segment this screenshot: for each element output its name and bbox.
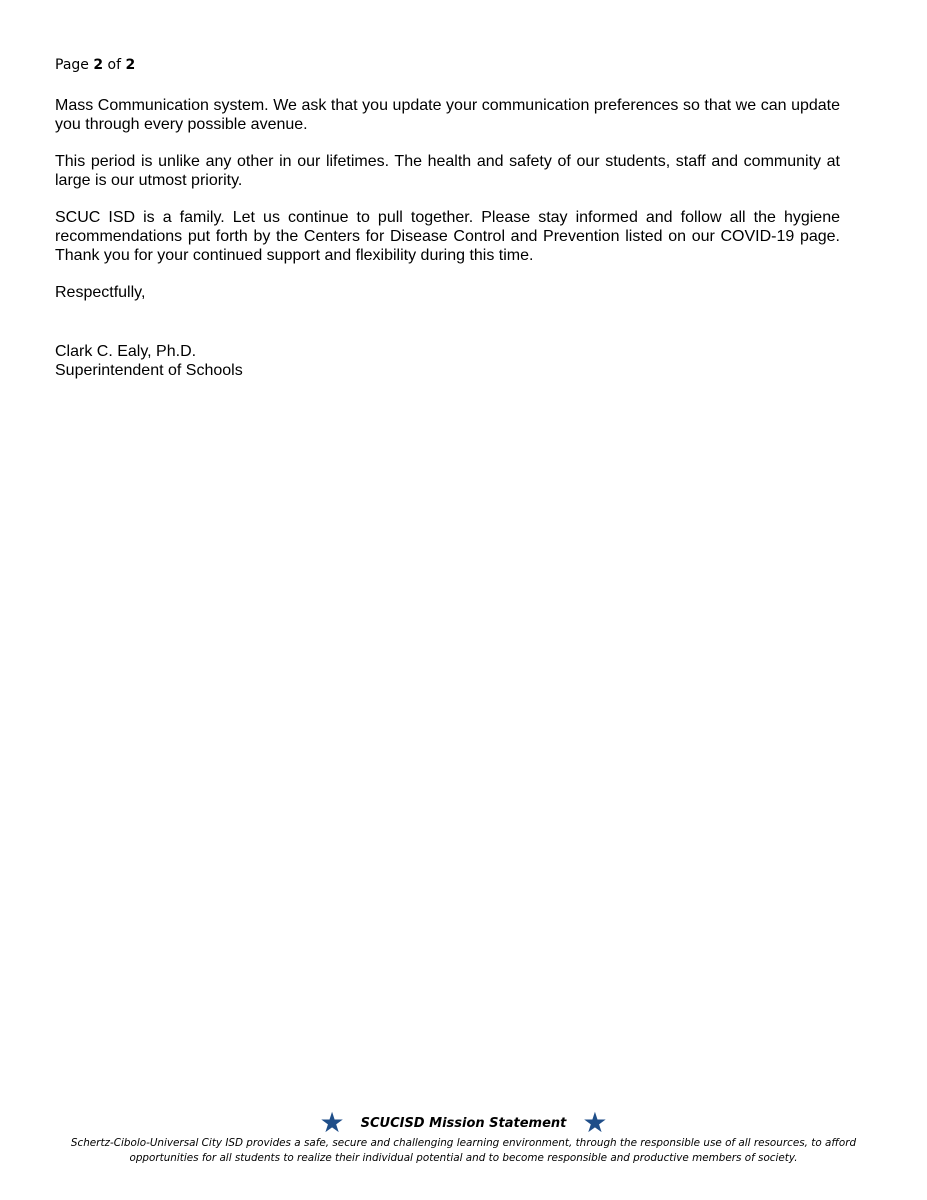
signer-name: Clark C. Ealy, Ph.D. bbox=[55, 343, 197, 360]
mission-title-row bbox=[40, 1106, 887, 1139]
signer-title: Superintendent of Schools bbox=[55, 362, 243, 379]
star-icon: ★ bbox=[582, 1106, 608, 1139]
letter-body bbox=[55, 96, 840, 302]
signature-block bbox=[55, 342, 243, 380]
mission-title: SCUCISD Mission Statement bbox=[360, 1115, 567, 1131]
page-number bbox=[55, 57, 135, 73]
mission-statement: Schertz-Cibolo-Universal City ISD provides a safe, secure and challenging learning environment, through the responsible use of all resources, to afford opportunities for all students to realize their individual potential and to become responsible and productive members of society. bbox=[70, 1137, 857, 1164]
paragraph-family: SCUC ISD is a family. Let us continue to pull together. Please stay informed and follow all the hygiene recommendations put forth by the Centers for Disease Control and Prevention listed on our COVID-19 page. Thank you for your continued support and flexibility during this time. bbox=[55, 209, 840, 264]
mission-footer bbox=[40, 1106, 887, 1166]
page-total: 2 bbox=[125, 57, 136, 73]
letter-closing: Respectfully, bbox=[55, 284, 146, 301]
paragraph-communication: Mass Communication system. We ask that you update your communication preferences so that we can update you through every possible avenue. bbox=[55, 97, 840, 133]
page-prefix: Page bbox=[55, 57, 94, 73]
paragraph-health-safety: This period is unlike any other in our lifetimes. The health and safety of our students, staff and community at large is our utmost priority. bbox=[55, 153, 840, 189]
page-separator: of bbox=[103, 57, 126, 73]
page-current: 2 bbox=[93, 57, 104, 73]
star-icon: ★ bbox=[319, 1106, 345, 1139]
